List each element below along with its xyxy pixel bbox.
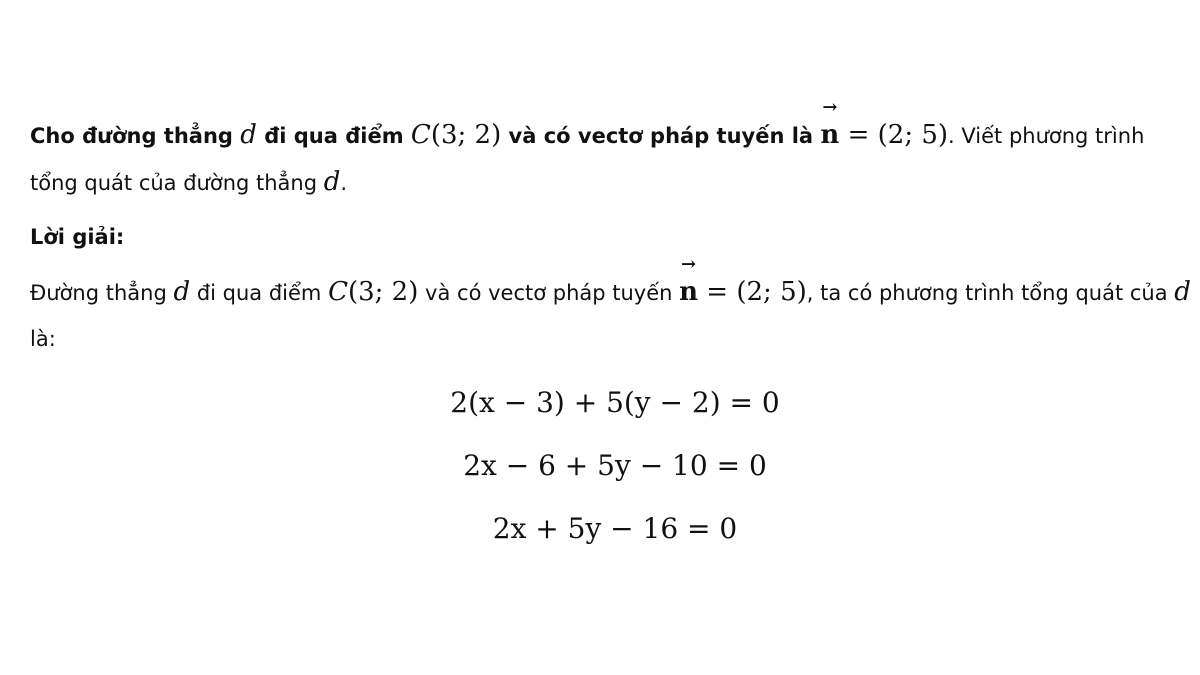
solution-text-part: là: <box>30 327 56 351</box>
solution-text <box>30 254 1195 362</box>
math-var-d: d <box>1174 277 1191 307</box>
math-point-c: C(3; 2) <box>410 120 502 150</box>
problem-text: và có vectơ pháp tuyến là <box>501 124 821 148</box>
problem-text: Cho đường thẳng <box>30 124 241 148</box>
vector-arrow-icon: → <box>822 97 838 118</box>
equation-block <box>0 378 1200 567</box>
math-normal-vector: → n = (2; 5) <box>679 254 807 307</box>
problem-text: . <box>340 171 348 195</box>
solution-text-part: , ta có phương trình tổng quát của <box>806 281 1175 305</box>
equation-line: 2x + 5y − 16 = 0 <box>492 512 738 545</box>
solution-text-part: Đường thẳng <box>30 281 174 305</box>
problem-text: đi qua điểm <box>256 124 411 148</box>
solution-heading: Lời giải: <box>30 225 125 249</box>
math-normal-vector: → n = (2; 5) <box>820 97 949 150</box>
math-point-c: C(3; 2) <box>328 277 419 307</box>
problem-statement <box>30 97 1195 206</box>
equation-line: 2(x − 3) + 5(y − 2) = 0 <box>450 386 780 419</box>
solution-text-part: và có vectơ pháp tuyến <box>418 281 680 305</box>
equation-line: 2x − 6 + 5y − 10 = 0 <box>463 449 767 482</box>
vector-arrow-icon: → <box>681 254 697 275</box>
math-var-d: d <box>240 120 257 150</box>
content-area <box>30 97 1195 362</box>
problem-text: . Viết phương trình tổng quát của đường thẳng <box>30 124 1145 195</box>
math-var-d: d <box>323 167 341 197</box>
math-var-d: d <box>173 277 191 307</box>
solution-text-part: đi qua điểm <box>190 281 329 305</box>
